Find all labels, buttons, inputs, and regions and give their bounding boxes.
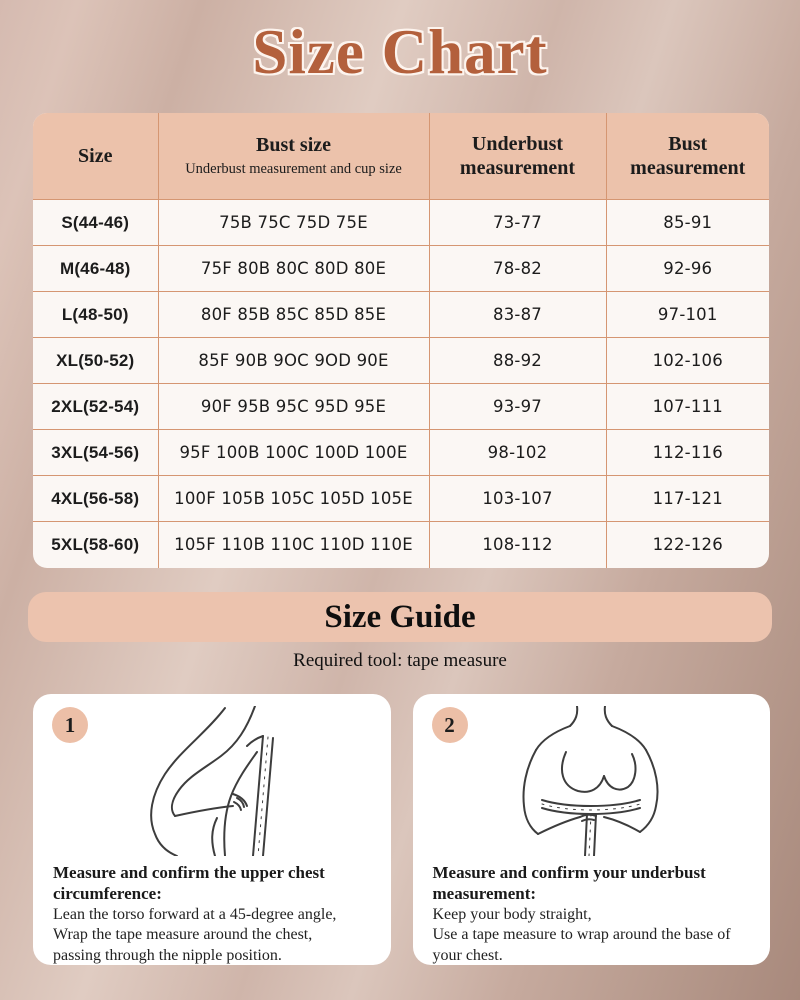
bust-cell: 85-91 [606,200,769,246]
step-1-text [53,862,371,967]
table-row [33,476,769,522]
size-guide-title: Size Guide [324,598,476,635]
bust-size-cell: 80F 85B 85C 85D 85E [158,292,429,338]
step-number-badge [432,707,468,743]
bust-cell: 117-121 [606,476,769,522]
table-header-row [33,113,769,200]
step-heading: Measure and confirm your underbust measurement: [432,863,706,904]
table-row [33,384,769,430]
step-line: Keep your body straight, [432,905,592,923]
bust-size-cell: 75F 80B 80C 80D 80E [158,246,429,292]
table-row [33,522,769,568]
underbust-cell: 103-107 [429,476,606,522]
underbust-cell: 83-87 [429,292,606,338]
bust-size-cell: 105F 110B 110C 110D 110E [158,522,429,568]
step-line: Wrap the tape measure around the chest, [53,926,313,944]
table-row [33,292,769,338]
step-line: Use a tape measure to wrap around the base of your chest. [432,926,731,965]
header-underbust: Underbust measurement [429,113,606,200]
header-bust: Bust measurement [606,113,769,200]
header-bust-size [158,113,429,200]
size-cell: 5XL(58-60) [33,522,158,568]
bust-cell: 92-96 [606,246,769,292]
size-cell: M(46-48) [33,246,158,292]
step-number-badge [52,707,88,743]
size-cell: 2XL(52-54) [33,384,158,430]
step-2-text [433,862,751,967]
header-bust-size-main: Bust size [256,134,331,157]
underbust-cell: 108-112 [429,522,606,568]
step-line: passing through the nipple position. [53,947,282,965]
bust-size-cell: 85F 90B 9OC 9OD 90E [158,338,429,384]
size-table-container [33,113,769,568]
bust-size-cell: 75B 75C 75D 75E [158,200,429,246]
size-cell: 3XL(54-56) [33,430,158,476]
size-cell: 4XL(56-58) [33,476,158,522]
bust-cell: 122-126 [606,522,769,568]
underbust-tape-measure-illustration [433,704,751,856]
header-size: Size [33,113,158,200]
underbust-cell: 93-97 [429,384,606,430]
step-line: Lean the torso forward at a 45-degree angle, [53,905,337,923]
step-heading: Measure and confirm the upper chest circumference: [53,863,325,904]
table-row [33,430,769,476]
size-cell: XL(50-52) [33,338,158,384]
underbust-cell: 73-77 [429,200,606,246]
size-guide-subtitle: Required tool: tape measure [293,650,507,671]
step-number: 1 [64,712,76,737]
bust-size-cell: 90F 95B 95C 95D 95E [158,384,429,430]
bust-cell: 97-101 [606,292,769,338]
bust-size-cell: 100F 105B 105C 105D 105E [158,476,429,522]
bust-cell: 107-111 [606,384,769,430]
underbust-cell: 88-92 [429,338,606,384]
table-row [33,246,769,292]
size-cell: S(44-46) [33,200,158,246]
underbust-cell: 78-82 [429,246,606,292]
measure-steps [33,694,770,965]
table-row [33,338,769,384]
size-guide-banner [28,592,772,642]
page-title: Size Chart [252,17,548,87]
header-bust-size-sub: Underbust measurement and cup size [185,161,402,178]
lean-forward-tape-measure-illustration [53,704,371,856]
table-row [33,200,769,246]
step-number: 2 [444,712,455,737]
bust-size-cell: 95F 100B 100C 100D 100E [158,430,429,476]
size-cell: L(48-50) [33,292,158,338]
bust-cell: 102-106 [606,338,769,384]
measure-step-card-1 [33,694,391,965]
bust-cell: 112-116 [606,430,769,476]
size-table [33,113,769,568]
measure-step-card-2 [413,694,771,965]
underbust-cell: 98-102 [429,430,606,476]
